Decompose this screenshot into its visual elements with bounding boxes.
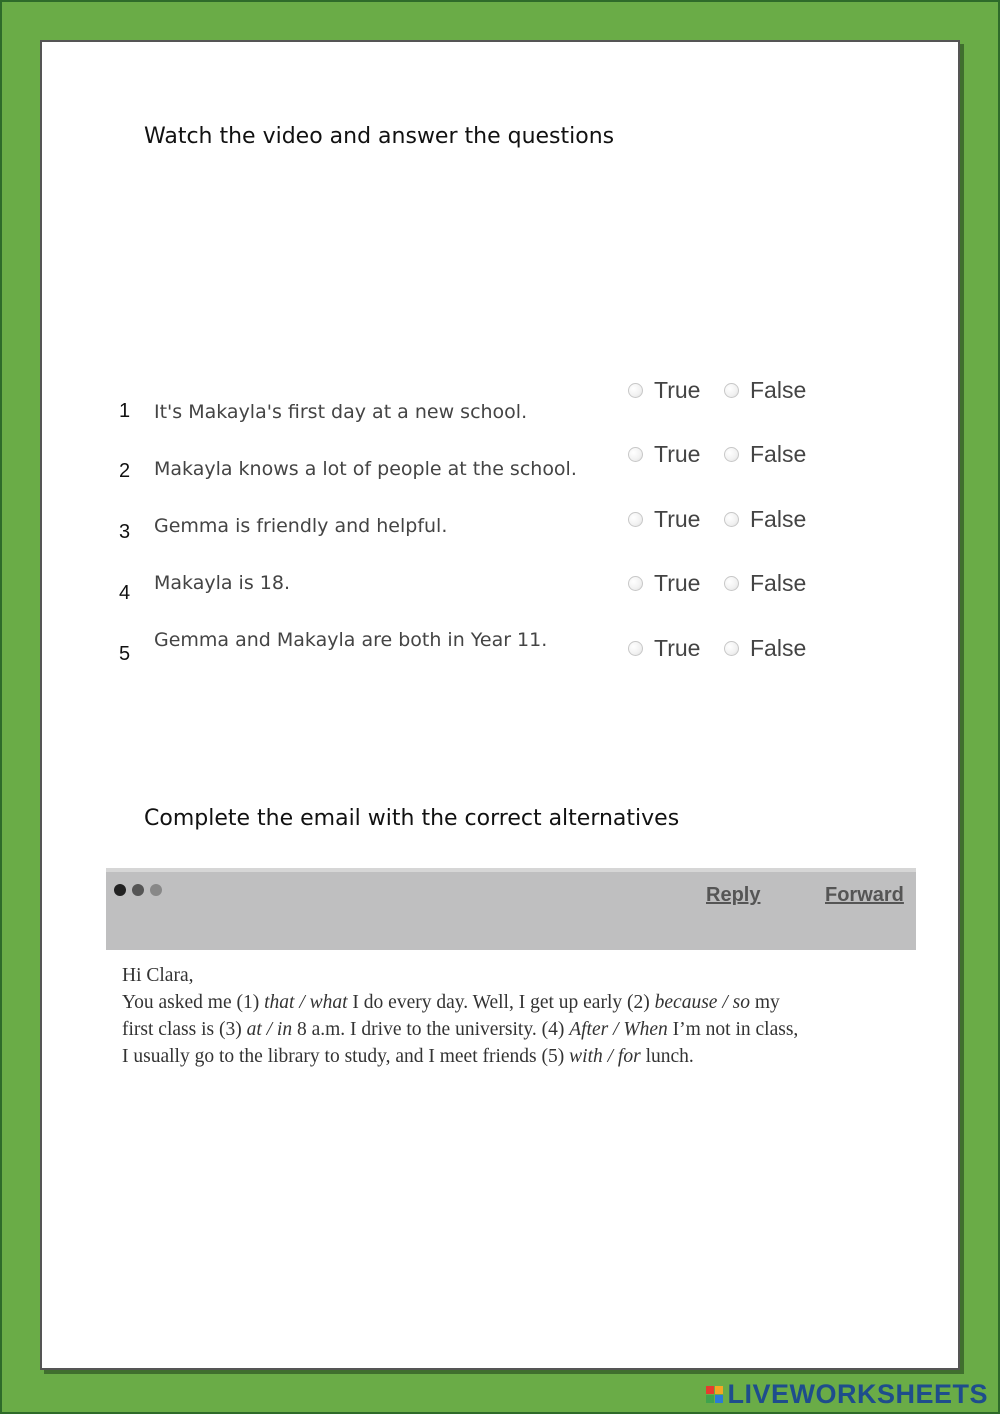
radio-button-icon[interactable] [628,512,643,527]
alternatives-1[interactable]: that / what [264,992,348,1013]
window-dot-icon [150,884,162,896]
true-label: True [654,377,701,403]
email-line-2 [122,1016,882,1043]
email-line-1 [122,989,882,1016]
question-3-number: 3 [119,521,131,543]
section1-heading: Watch the video and answer the questions [144,124,615,149]
radio-button-icon[interactable] [628,383,643,398]
alternatives-5[interactable]: with / for [569,1046,641,1067]
radio-button-icon[interactable] [628,576,643,591]
section2-heading: Complete the email with the correct alternatives [144,806,680,831]
question-5-text: Gemma and Makayla are both in Year 11. [154,629,548,651]
email-body [122,962,882,1070]
true-label: True [654,570,701,596]
question-4-true-option[interactable] [628,570,700,597]
question-2-false-option[interactable] [724,441,806,468]
forward-link[interactable]: Forward [825,884,904,906]
alternatives-2[interactable]: because / so [654,992,750,1013]
question-4-number: 4 [119,582,131,604]
question-3-text: Gemma is friendly and helpful. [154,515,448,537]
radio-button-icon[interactable] [628,447,643,462]
radio-button-icon[interactable] [724,447,739,462]
radio-button-icon[interactable] [724,383,739,398]
email-line-3 [122,1043,882,1070]
text: I do every day. Well, I get up early [347,992,628,1013]
blank-number: (5) [541,1046,570,1067]
radio-button-icon[interactable] [724,641,739,656]
text: I’m not in class, [667,1019,799,1040]
blank-number: (1) [236,992,265,1013]
question-2-number: 2 [119,460,131,482]
window-dot-icon [132,884,144,896]
blank-number: (4) [541,1019,570,1040]
reply-link[interactable]: Reply [706,884,761,906]
false-label: False [750,635,807,661]
blank-number: (3) [218,1019,247,1040]
question-5-false-option[interactable] [724,635,806,662]
question-3-true-option[interactable] [628,506,700,533]
radio-button-icon[interactable] [724,576,739,591]
text: I usually go to the library to study, and I meet friends [122,1046,542,1067]
false-label: False [750,441,807,467]
text: lunch. [640,1046,694,1067]
question-4-text: Makayla is 18. [154,572,290,594]
false-label: False [750,506,807,532]
radio-button-icon[interactable] [628,641,643,656]
true-label: True [654,506,701,532]
false-label: False [750,570,807,596]
blank-number: (2) [627,992,655,1013]
question-1-false-option[interactable] [724,377,806,404]
alternatives-4[interactable]: After / When [569,1019,668,1040]
question-4-false-option[interactable] [724,570,806,597]
question-3-false-option[interactable] [724,506,806,533]
question-5-number: 5 [119,643,131,665]
text: my [749,992,780,1013]
question-1-text: It's Makayla's first day at a new school. [154,401,528,423]
false-label: False [750,377,807,403]
question-5-true-option[interactable] [628,635,700,662]
email-greeting: Hi Clara, [122,965,194,986]
text: 8 a.m. I drive to the university. [292,1019,542,1040]
question-1-number: 1 [119,400,131,422]
question-2-true-option[interactable] [628,441,700,468]
liveworksheets-logo [706,1379,988,1410]
text: You asked me [122,992,237,1013]
true-label: True [654,441,701,467]
window-dot-icon [114,884,126,896]
brand-logo-icon [706,1386,723,1403]
true-label: True [654,635,701,661]
question-1-true-option[interactable] [628,377,700,404]
brand-name: LIVEWORKSHEETS [727,1379,988,1409]
text: first class is [122,1019,219,1040]
radio-button-icon[interactable] [724,512,739,527]
alternatives-3[interactable]: at / in [246,1019,293,1040]
email-toolbar [106,868,916,950]
worksheet-page [40,40,960,1370]
question-2-text: Makayla knows a lot of people at the school. [154,458,577,480]
